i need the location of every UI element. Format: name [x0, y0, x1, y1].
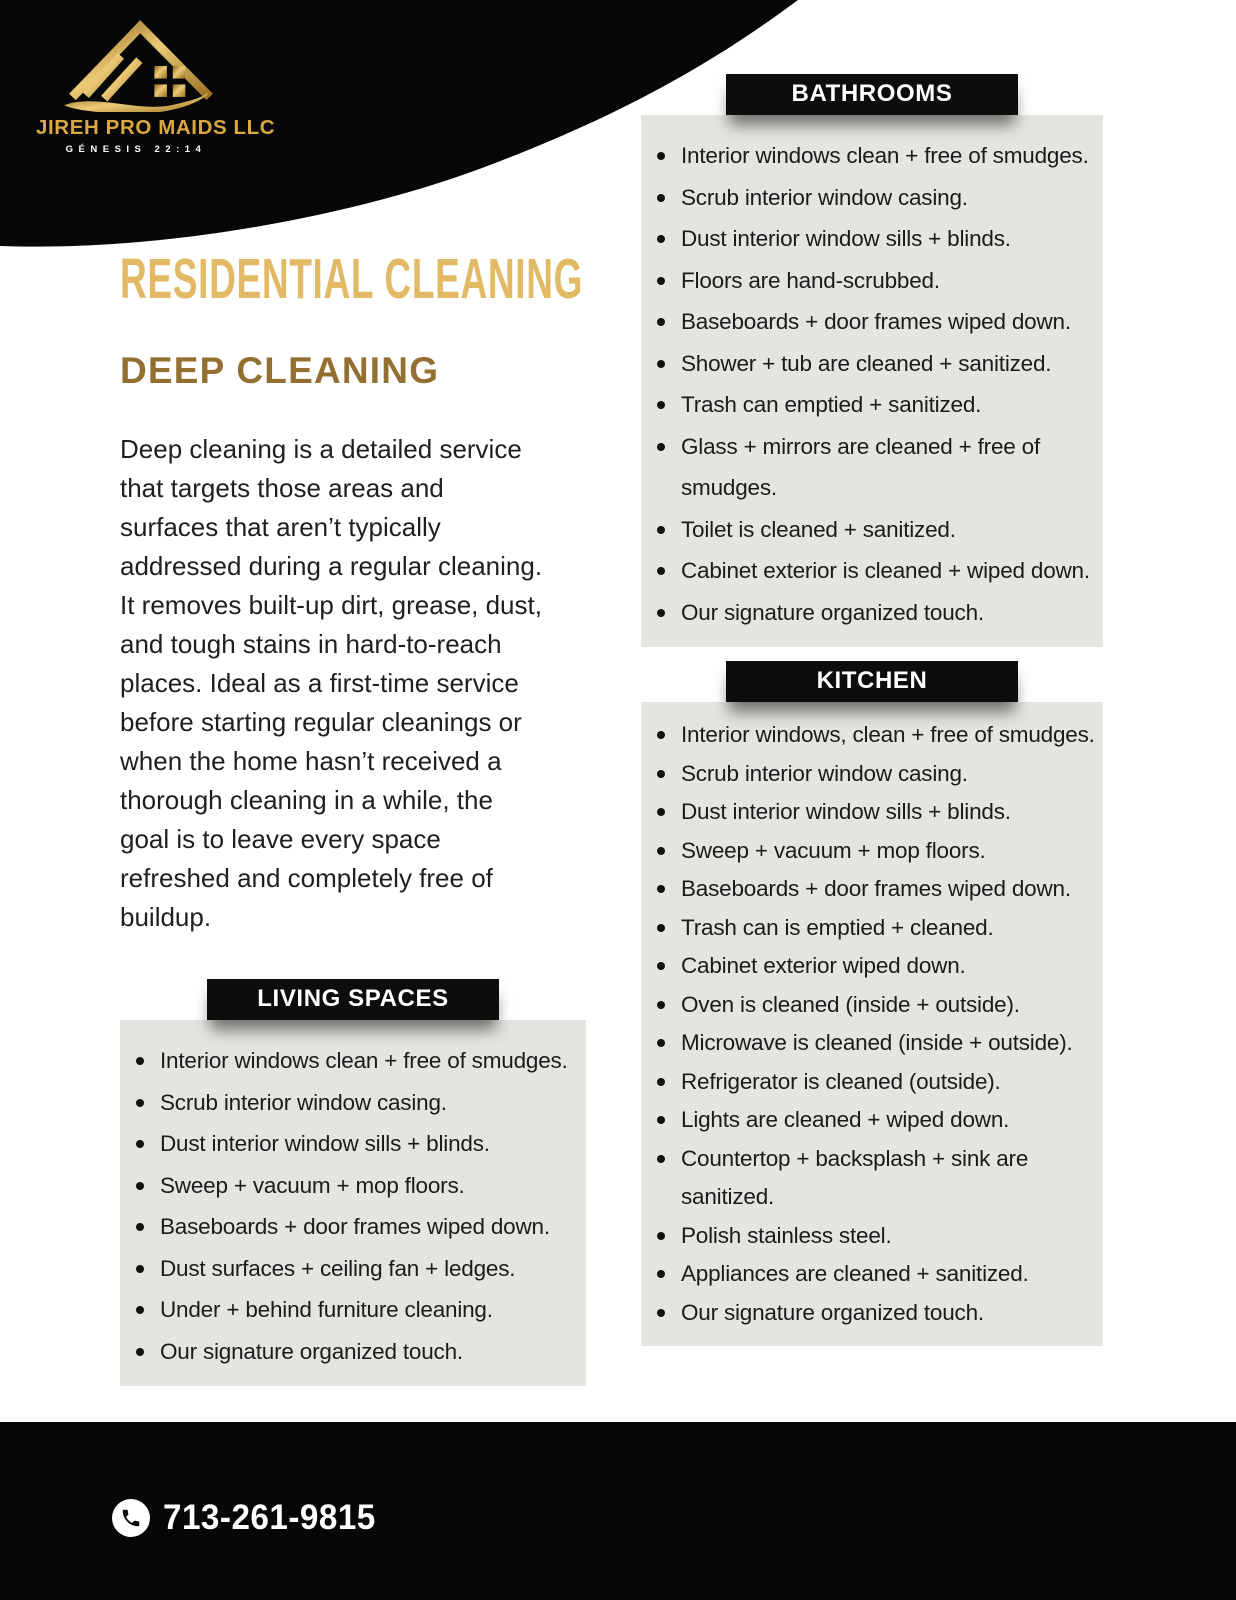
list-item: Baseboards + door frames wiped down.: [641, 301, 1103, 343]
list-item: Sweep + vacuum + mop floors.: [641, 832, 1103, 871]
list-item: Cabinet exterior is cleaned + wiped down.: [641, 550, 1103, 592]
section-kitchen: [641, 661, 1103, 1346]
list-item: Under + behind furniture cleaning.: [120, 1289, 586, 1331]
right-column: [641, 74, 1103, 1346]
list-item: Lights are cleaned + wiped down.: [641, 1101, 1103, 1140]
bathrooms-panel: [641, 115, 1103, 647]
list-item: Countertop + backsplash + sink are sanitized.: [641, 1140, 1103, 1217]
list-item: Interior windows, clean + free of smudges.: [641, 716, 1103, 755]
kitchen-panel: [641, 702, 1103, 1346]
service-title: DEEP CLEANING: [120, 350, 440, 391]
list-item: Dust interior window sills + blinds.: [641, 218, 1103, 260]
kitchen-header: KITCHEN: [726, 661, 1018, 702]
list-item: Dust interior window sills + blinds.: [641, 793, 1103, 832]
list-item: Dust surfaces + ceiling fan + ledges.: [120, 1248, 586, 1290]
list-item: Our signature organized touch.: [120, 1331, 586, 1373]
section-living-spaces: [120, 979, 586, 1386]
list-item: Glass + mirrors are cleaned + free of smudges.: [641, 426, 1103, 509]
list-item: Interior windows clean + free of smudges.: [120, 1040, 586, 1082]
living-spaces-list: [120, 1040, 586, 1372]
phone-icon: [112, 1499, 150, 1537]
list-item: Scrub interior window casing.: [641, 755, 1103, 794]
page-title: RESIDENTIAL CLEANING: [120, 247, 584, 311]
logo-house-icon: [55, 20, 217, 112]
list-item: Shower + tub are cleaned + sanitized.: [641, 343, 1103, 385]
list-item: Refrigerator is cleaned (outside).: [641, 1063, 1103, 1102]
kitchen-badge-row: [641, 661, 1103, 702]
living-spaces-header: LIVING SPACES: [207, 979, 499, 1020]
list-item: Trash can emptied + sanitized.: [641, 384, 1103, 426]
list-item: Scrub interior window casing.: [641, 177, 1103, 219]
list-item: Oven is cleaned (inside + outside).: [641, 986, 1103, 1025]
list-item: Our signature organized touch.: [641, 1294, 1103, 1333]
list-item: Dust interior window sills + blinds.: [120, 1123, 586, 1165]
living-spaces-panel: [120, 1020, 586, 1386]
list-item: Cabinet exterior wiped down.: [641, 947, 1103, 986]
list-item: Sweep + vacuum + mop floors.: [120, 1165, 586, 1207]
list-item: Interior windows clean + free of smudges.: [641, 135, 1103, 177]
footer-bar: [0, 1422, 1236, 1600]
list-item: Baseboards + door frames wiped down.: [120, 1206, 586, 1248]
list-item: Scrub interior window casing.: [120, 1082, 586, 1124]
company-tagline: GÉNESIS 22:14: [65, 144, 207, 155]
list-item: Our signature organized touch.: [641, 592, 1103, 634]
list-item: Microwave is cleaned (inside + outside).: [641, 1024, 1103, 1063]
company-logo: [36, 20, 276, 155]
service-description: Deep cleaning is a detailed service that targets those areas and surfaces that aren’t typically addressed during a regular cleaning. It removes built-up dirt, grease, dust, and tough stains in hard-to-reach places. Ideal as a first-time service before starting regular cleanings or when the home hasn’t received a thorough cleaning in a while, the goal is to leave every space refreshed and completely free of buildup.: [120, 434, 543, 932]
list-item: Polish stainless steel.: [641, 1217, 1103, 1256]
bathrooms-list: [641, 135, 1103, 633]
bathrooms-badge-row: [641, 74, 1103, 115]
living-spaces-badge-row: [120, 979, 586, 1020]
phone-row: [112, 1498, 387, 1538]
kitchen-list: [641, 716, 1103, 1332]
phone-number: 713-261-9815: [163, 1498, 376, 1537]
company-name: JIREH PRO MAIDS LLC: [36, 116, 276, 139]
list-item: Floors are hand-scrubbed.: [641, 260, 1103, 302]
bathrooms-header: BATHROOMS: [726, 74, 1018, 115]
list-item: Appliances are cleaned + sanitized.: [641, 1255, 1103, 1294]
list-item: Trash can is emptied + cleaned.: [641, 909, 1103, 948]
section-bathrooms: [641, 74, 1103, 647]
list-item: Baseboards + door frames wiped down.: [641, 870, 1103, 909]
left-column: [120, 247, 586, 1386]
list-item: Toilet is cleaned + sanitized.: [641, 509, 1103, 551]
